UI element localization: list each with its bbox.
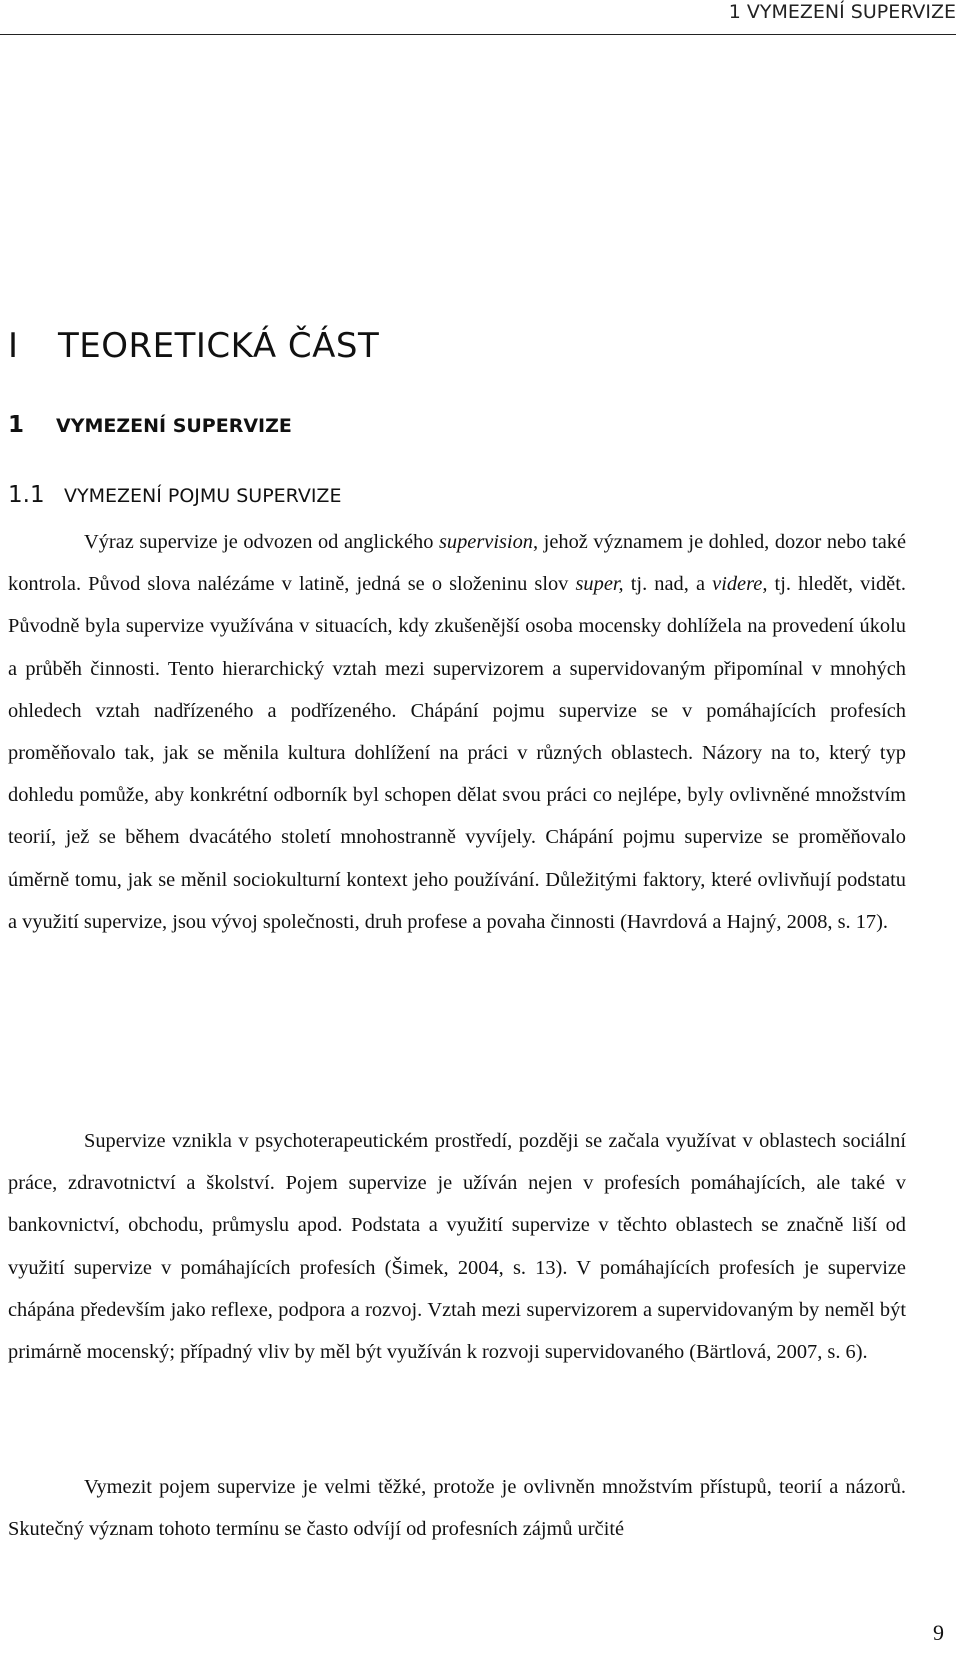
running-header (0, 0, 956, 35)
paragraph-1 (8, 521, 906, 943)
term-videre: videre, (712, 573, 768, 596)
term-super: super, (575, 573, 624, 596)
paragraph-3 (8, 1466, 906, 1550)
paragraph-3-text: Vymezit pojem supervize je velmi těžké, protože je ovlivněn množstvím přístupů, teorií a názorů. Skutečný význam tohoto termínu se často odvíjí od profesních zájmů určité (8, 1476, 906, 1541)
chapter-number: 1 (8, 412, 25, 438)
section-number: 1.1 (8, 482, 45, 508)
part-heading (8, 326, 379, 366)
section-title: VYMEZENÍ POJMU SUPERVIZE (64, 485, 342, 507)
paragraph-1-text-b: , jehož významem je dohled, dozor nebo také kontrola. Původ slova nalézáme v latině, jedná se o složeninu slov (8, 531, 906, 596)
paragraph-1-text-c: tj. nad, a (623, 573, 713, 596)
part-title: TEORETICKÁ ČÁST (58, 326, 380, 366)
running-header-title: 1 VYMEZENÍ SUPERVIZE (728, 1, 956, 23)
paragraph-2 (8, 1120, 906, 1373)
section-heading (8, 482, 341, 508)
paragraph-1-text-d: tj. hledět, vidět. Původně byla supervize využívána v situacích, kdy zkušenější osoba mocensky dohlížela na provedení úkolu a průběh činnosti. Tento hierarchický vztah mezi supervizorem a supervidovaným připomínal v mnohých ohledech vztah nadřízeného a podřízeného. Chápání pojmu supervize se v pomáhajících profesích proměňovalo tak, jak se měnila kultura dohlížení na práci v různých oblastech. Názory na to, který typ dohledu pomůže, aby konkrétní odborník byl schopen dělat svou práci co nejlépe, byly ovlivněné množstvím teorií, jež se během dvacátého století mnohostranně vyvíjely. Chápání pojmu supervize se proměňovalo úměrně tomu, jak se měnil sociokulturní kontext jeho používání. Důležitými faktory, které ovlivňují podstatu a využití supervize, jsou vývoj společnosti, druh profese a povaha činnosti (Havrdová a Hajný, 2008, s. 17). (8, 573, 906, 933)
page-number: 9 (933, 1620, 944, 1645)
chapter-title: VYMEZENÍ SUPERVIZE (56, 415, 292, 437)
paragraph-1-text-a: Výraz supervize je odvozen od anglického (84, 531, 439, 553)
chapter-heading (8, 412, 292, 438)
paragraph-2-text: Supervize vznikla v psychoterapeutickém prostředí, později se začala využívat v oblastech sociální práce, zdravotnictví a školství. Pojem supervize je užíván nejen v profesích pomáhajících, ale také v bankovnictví, obchodu, průmyslu apod. Podstata a využití supervize v těchto oblastech se značně liší od využití supervize v pomáhajících profesích (Šimek, 2004, s. 13). V pomáhajících profesích je supervize chápána především jako reflexe, podpora a rozvoj. Vztah mezi supervizorem a supervidovaným by neměl být primárně mocenský; případný vliv by měl být využíván k rozvoji supervidovaného (Bärtlová, 2007, s. 6). (8, 1130, 906, 1364)
part-number: I (8, 326, 19, 366)
term-supervision: supervision (438, 531, 533, 553)
